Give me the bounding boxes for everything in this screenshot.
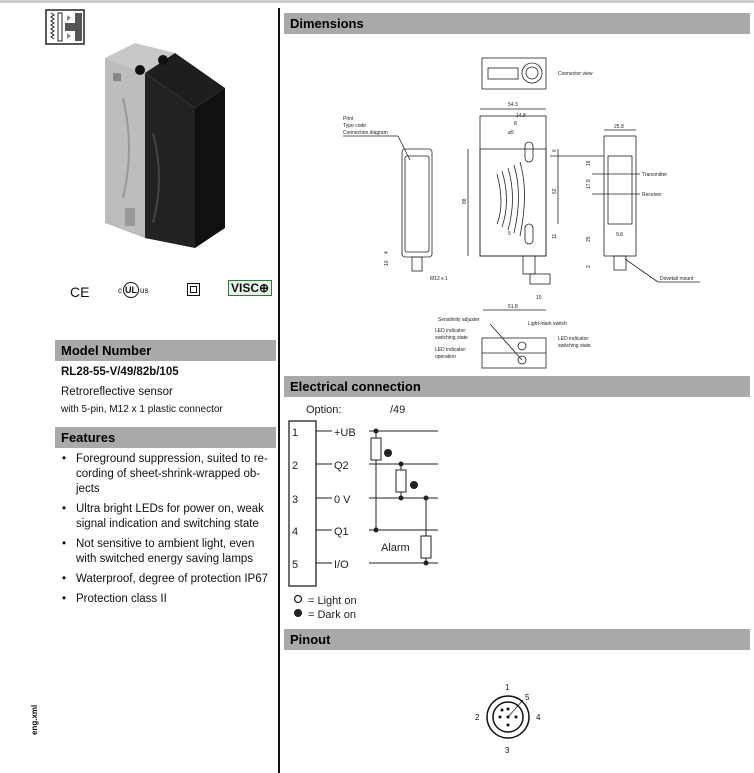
- label-54-3: 54.3: [508, 102, 518, 108]
- label-51-8: 51.8: [508, 304, 518, 310]
- dimension-drawing: [280, 34, 750, 374]
- model-number-header: Model Number: [55, 340, 276, 361]
- option-label: Option:: [306, 404, 342, 416]
- label-led-operation: LED indicator:: [435, 347, 467, 353]
- light-on-symbol: [295, 596, 302, 603]
- visco-logo: VISC⊕: [228, 280, 272, 296]
- label-9-8: 9.8: [616, 232, 623, 238]
- ul-mark: [118, 282, 148, 298]
- feature-item: • Not sensitive to ambient light, even with switched energy saving lamps: [60, 537, 275, 567]
- pin-2-number: 2: [292, 460, 299, 472]
- label-print: Print: [343, 116, 354, 122]
- feature-item: • Protection class II: [60, 592, 275, 607]
- label-25: 25: [586, 236, 592, 242]
- top-rule: [0, 0, 754, 3]
- label-6: 6: [552, 149, 558, 152]
- pin-5-signal: I/O: [334, 559, 349, 571]
- label-11: 11: [552, 233, 558, 239]
- model-description: Retroreflective sensor: [61, 386, 173, 398]
- label-connector-view: Connector view: [558, 71, 593, 77]
- label-led-switching-2b: switching state: [558, 343, 591, 349]
- model-number: RL28-55-V/49/82b/105: [61, 366, 179, 378]
- protection-class-ii-icon: [187, 283, 200, 296]
- feature-item: • Waterproof, degree of protection IP67: [60, 572, 275, 587]
- label-m12: M12 x 1: [430, 276, 448, 282]
- electrical-diagram: [280, 398, 480, 623]
- label-type-code: Type code: [343, 123, 367, 129]
- pin-1-signal: +UB: [334, 427, 356, 439]
- label-10: 10: [384, 260, 390, 266]
- pin-2-signal: Q2: [334, 460, 349, 472]
- pin-3-number: 3: [292, 494, 299, 506]
- label-d5: ø5: [508, 130, 514, 136]
- pinout-diagram: [470, 680, 550, 755]
- label-8: 8: [514, 121, 517, 127]
- pin-label-3: 3: [505, 746, 510, 755]
- file-name-text: eng.xml: [30, 704, 39, 735]
- pin-label-1: 1: [505, 683, 510, 692]
- pin-label-4: 4: [536, 713, 541, 722]
- label-88: 88: [462, 198, 468, 204]
- label-10b: 10: [536, 295, 542, 301]
- label-sensitivity: Sensitivity adjuster: [438, 317, 480, 323]
- pin-4-number: 4: [292, 526, 299, 538]
- label-led-switching-2: LED indicator:: [558, 336, 590, 342]
- label-4: 4: [384, 251, 390, 254]
- label-transmitter: Transmitter: [642, 172, 668, 178]
- model-connector: with 5-pin, M12 x 1 plastic connector: [61, 404, 223, 415]
- dark-on-dot: [410, 481, 418, 489]
- label-led-switching-1: LED indicator:: [435, 328, 467, 334]
- label-led-operation-b: operation: [435, 354, 456, 360]
- alarm-label: Alarm: [381, 542, 410, 554]
- label-dovetail: Dovetail mount: [660, 276, 694, 282]
- dark-on-dot: [384, 449, 392, 457]
- label-17-8: 17.8: [586, 179, 592, 189]
- pin-stubs: [316, 431, 332, 563]
- label-light-dark-switch: Light-/dark switch: [528, 321, 567, 327]
- pin-1-number: 1: [292, 427, 299, 439]
- electrical-connection-header: Electrical connection: [284, 376, 750, 397]
- label-5: 5: [508, 231, 511, 237]
- dark-on-symbol: [294, 609, 302, 617]
- label-connection-diagram: Connection diagram: [343, 130, 388, 136]
- pin-4-signal: Q1: [334, 526, 349, 538]
- pin-5-number: 5: [292, 559, 299, 571]
- pin-3-signal: 0 V: [334, 494, 351, 506]
- ce-mark: CE: [70, 284, 90, 300]
- feature-item: • Foreground suppression, suited to re-cording of sheet-shrink-wrapped ob-jects: [60, 452, 275, 497]
- option-value: /49: [390, 404, 406, 416]
- legend-dark-on: = Dark on: [308, 609, 356, 621]
- label-2: 2: [586, 265, 592, 268]
- product-photo: [95, 38, 230, 253]
- label-receiver: Receiver: [642, 192, 662, 198]
- pin-label-2: 2: [475, 713, 480, 722]
- ul-logo: UL: [123, 282, 139, 298]
- features-list: [60, 452, 275, 612]
- pin-label-5: 5: [525, 693, 530, 702]
- ul-us: us: [140, 285, 149, 295]
- legend-light-on: = Light on: [308, 595, 357, 607]
- label-led-switching-1b: switching state: [435, 335, 468, 341]
- label-62: 62: [552, 188, 558, 194]
- pinout-header: Pinout: [284, 629, 750, 650]
- visco-text: VISC: [231, 281, 260, 295]
- ul-c: c: [118, 285, 122, 295]
- dimensions-header: Dimensions: [284, 13, 750, 34]
- label-14-8: 14.8: [516, 113, 526, 119]
- feature-item: • Ultra bright LEDs for power on, weak signal indication and switching state: [60, 502, 275, 532]
- label-16: 16: [586, 160, 592, 166]
- label-25-8: 25.8: [614, 124, 624, 130]
- features-header: Features: [55, 427, 276, 448]
- sensor-type-icon: [45, 9, 85, 45]
